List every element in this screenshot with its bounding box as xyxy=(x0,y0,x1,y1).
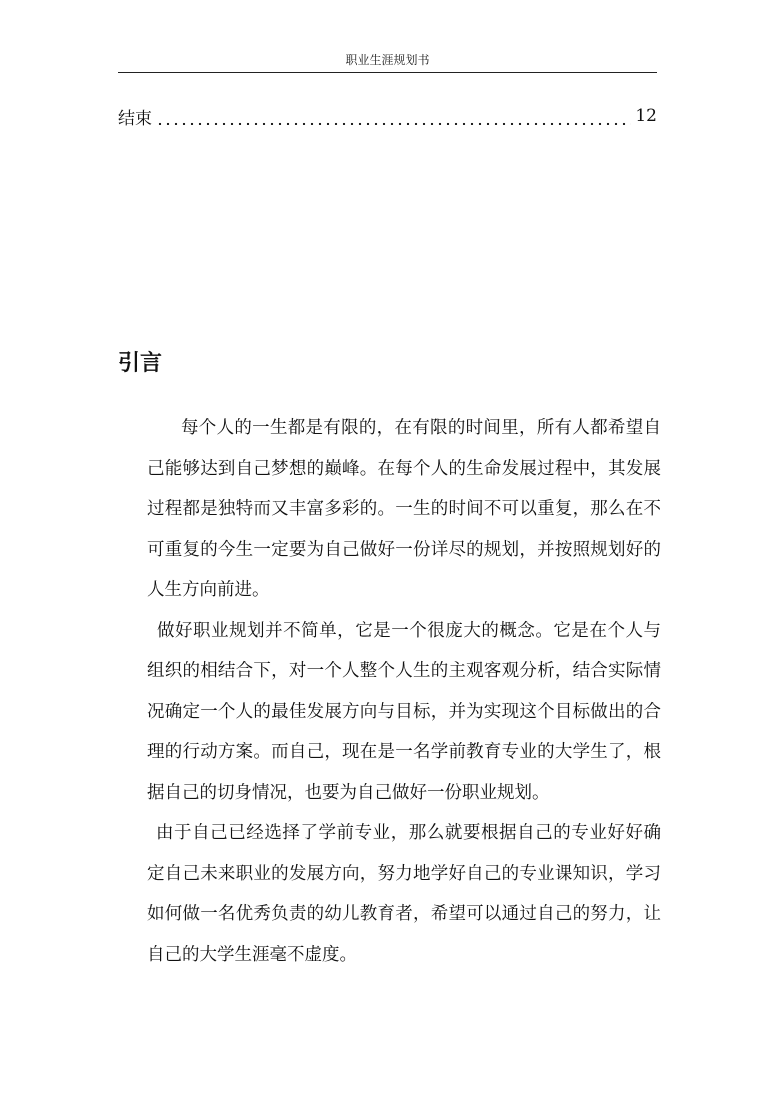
paragraph: 做好职业规划并不简单，它是一个很庞大的概念。它是在个人与组织的相结合下，对一个人整个人生的主观客观分析，结合实际情况确定一个人的最佳发展方向与目标，并为实现这个目标做出的合理的行动方案。而自己，现在是一名学前教育专业的大学生了，根据自己的切身情况，也要为自己做好一份职业规划。 xyxy=(147,620,661,803)
header-title: 职业生涯规划书 xyxy=(345,53,430,67)
toc-dot-leader xyxy=(156,107,631,125)
toc-entry[interactable] xyxy=(118,101,657,131)
section-body xyxy=(147,408,661,975)
section-title: 引言 xyxy=(118,351,163,376)
paragraph: 每个人的一生都是有限的，在有限的时间里，所有人都希望自己能够达到自己梦想的巅峰。在每个人的生命发展过程中，其发展过程都是独特而又丰富多彩的。一生的时间不可以重复，那么在不可重复的今生一定要为自己做好一份详尽的规划，并按照规划好的人生方向前进。 xyxy=(147,418,661,600)
toc-entry-label: 结束 xyxy=(118,108,152,129)
paragraph: 由于自己已经选择了学前专业，那么就要根据自己的专业好好确定自己未来职业的发展方向，努力地学好自己的专业课知识，学习如何做一名优秀负责的幼儿教育者，希望可以通过自己的努力，让自己的大学生涯毫不虚度。 xyxy=(147,823,661,965)
toc-entry-page-number: 12 xyxy=(635,106,657,126)
page-header xyxy=(118,50,657,73)
